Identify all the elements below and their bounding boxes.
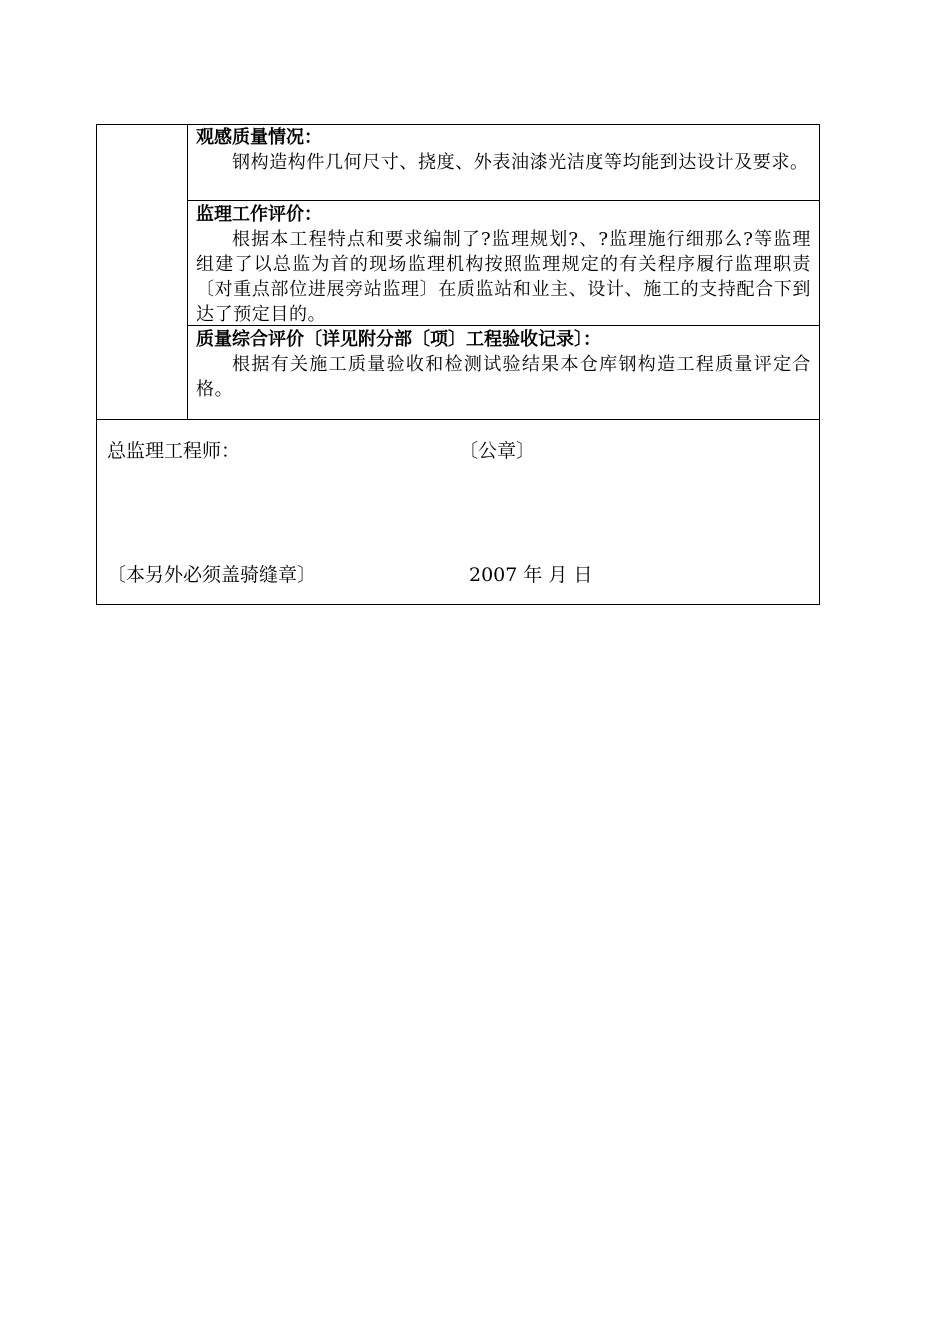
appearance-quality-heading: 观感质量情况：: [196, 127, 322, 148]
overall-quality-heading: 质量综合评价〔详见附分部〔项〕工程验收记录〕：: [196, 329, 601, 350]
official-seal-label: 〔公章〕: [459, 440, 536, 462]
row-label-cell: [97, 125, 188, 419]
overall-quality-section: [188, 327, 819, 419]
supervision-evaluation-section: [188, 202, 819, 326]
acceptance-form-table: [96, 124, 820, 605]
signature-date: 2007 年 月 日: [469, 564, 593, 586]
appearance-quality-section: [188, 125, 819, 201]
appearance-quality-text: 钢构造构件几何尺寸、挠度、外表油漆光洁度等均能到达设计及要求。: [232, 152, 809, 173]
signature-area: [97, 420, 819, 604]
evaluation-content-cell: [188, 125, 819, 419]
supervision-evaluation-text: 根据本工程特点和要求编制了?监理规划?、?监理施行细那么?等监理组建了以总监为首的现场监理机构按照监理规定的有关程序履行监理职责〔对重点部位进展旁站监理〕在质监站和业主、设计、施工的支持配合下到达了预定目的。: [196, 229, 811, 325]
overall-quality-text: 根据有关施工质量验收和检测试验结果本仓库钢构造工程质量评定合格。: [196, 354, 811, 400]
supervision-evaluation-heading: 监理工作评价：: [196, 204, 322, 225]
chief-engineer-label: 总监理工程师：: [107, 440, 241, 462]
evaluation-area: [97, 125, 819, 420]
seam-stamp-note: 〔本另外必须盖骑缝章〕: [107, 564, 317, 586]
